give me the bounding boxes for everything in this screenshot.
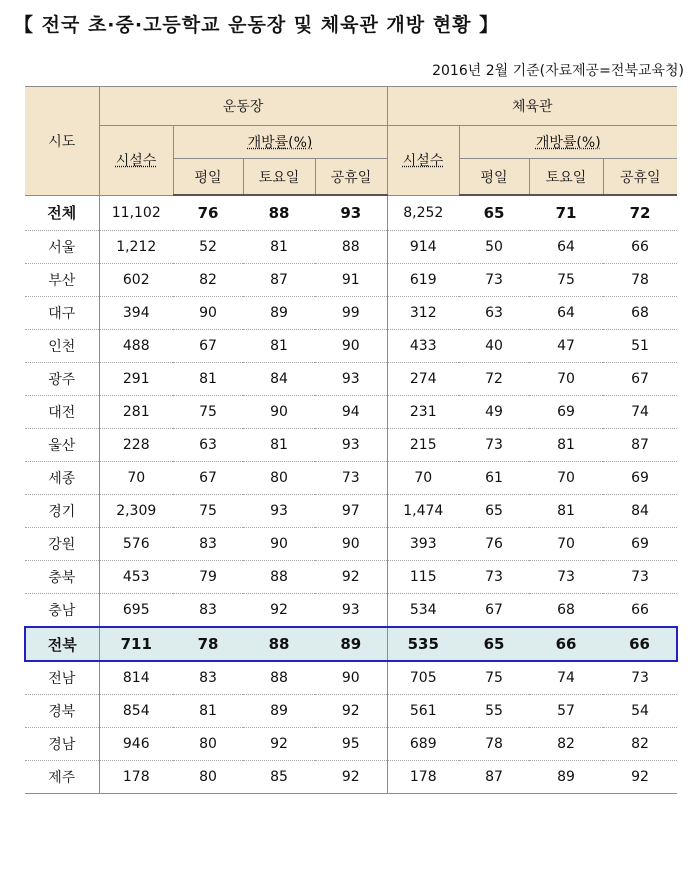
cell-p-holiday: 93 [315,594,387,628]
cell-g-weekday: 76 [459,528,529,561]
table-row [25,594,677,628]
cell-p-saturday: 90 [243,528,315,561]
cell-g-saturday: 64 [529,231,603,264]
table-row [25,561,677,594]
table-row [25,195,677,231]
cell-g-weekday: 65 [459,195,529,231]
cell-p-weekday: 90 [173,297,243,330]
cell-region: 울산 [25,429,99,462]
cell-g-weekday: 49 [459,396,529,429]
cell-g-weekday: 50 [459,231,529,264]
cell-region: 전북 [25,627,99,661]
cell-p-count: 695 [99,594,173,628]
cell-region: 강원 [25,528,99,561]
school-facility-open-table [24,86,678,794]
cell-p-count: 946 [99,728,173,761]
cell-g-holiday: 84 [603,495,677,528]
cell-region: 대전 [25,396,99,429]
cell-g-weekday: 40 [459,330,529,363]
cell-p-weekday: 63 [173,429,243,462]
cell-g-saturday: 64 [529,297,603,330]
cell-p-weekday: 80 [173,728,243,761]
cell-g-holiday: 54 [603,695,677,728]
cell-p-count: 1,212 [99,231,173,264]
cell-p-holiday: 88 [315,231,387,264]
cell-p-saturday: 89 [243,297,315,330]
cell-g-weekday: 73 [459,264,529,297]
cell-p-saturday: 81 [243,231,315,264]
table-row [25,396,677,429]
cell-g-count: 689 [387,728,459,761]
page-title: 【 전국 초·중·고등학교 운동장 및 체육관 개방 현황 】 [14,14,500,36]
cell-g-count: 619 [387,264,459,297]
cell-g-holiday: 73 [603,661,677,695]
header-playground-open-rate: 개방률(%) [173,126,387,159]
cell-g-weekday: 73 [459,561,529,594]
cell-region: 충남 [25,594,99,628]
cell-g-holiday: 82 [603,728,677,761]
table-row [25,528,677,561]
cell-g-weekday: 61 [459,462,529,495]
cell-g-saturday: 81 [529,429,603,462]
table-row [25,297,677,330]
cell-p-weekday: 78 [173,627,243,661]
cell-g-weekday: 63 [459,297,529,330]
cell-p-weekday: 83 [173,661,243,695]
cell-p-holiday: 93 [315,429,387,462]
cell-g-saturday: 71 [529,195,603,231]
cell-g-count: 312 [387,297,459,330]
cell-g-count: 393 [387,528,459,561]
table-row [25,728,677,761]
cell-p-weekday: 82 [173,264,243,297]
cell-p-count: 854 [99,695,173,728]
cell-p-saturday: 87 [243,264,315,297]
cell-p-saturday: 81 [243,330,315,363]
cell-p-saturday: 88 [243,195,315,231]
cell-p-holiday: 91 [315,264,387,297]
cell-p-weekday: 81 [173,695,243,728]
cell-g-holiday: 87 [603,429,677,462]
cell-g-saturday: 47 [529,330,603,363]
cell-p-holiday: 73 [315,462,387,495]
header-playground-holiday: 공휴일 [315,159,387,196]
cell-g-holiday: 78 [603,264,677,297]
cell-p-holiday: 90 [315,528,387,561]
cell-g-saturday: 57 [529,695,603,728]
cell-g-saturday: 73 [529,561,603,594]
cell-p-saturday: 93 [243,495,315,528]
cell-p-count: 2,309 [99,495,173,528]
cell-g-holiday: 68 [603,297,677,330]
cell-region: 경기 [25,495,99,528]
cell-p-weekday: 76 [173,195,243,231]
cell-p-saturday: 80 [243,462,315,495]
cell-p-count: 453 [99,561,173,594]
cell-p-saturday: 84 [243,363,315,396]
header-playground-facilities: 시설수 [99,126,173,196]
cell-region: 충북 [25,561,99,594]
cell-p-saturday: 92 [243,594,315,628]
cell-p-holiday: 90 [315,661,387,695]
cell-g-saturday: 89 [529,761,603,794]
table-row [25,695,677,728]
cell-g-weekday: 55 [459,695,529,728]
cell-g-weekday: 73 [459,429,529,462]
cell-g-holiday: 73 [603,561,677,594]
cell-p-saturday: 88 [243,661,315,695]
table-row [25,231,677,264]
cell-p-count: 291 [99,363,173,396]
header-region: 시도 [25,87,99,196]
header-playground: 운동장 [99,87,387,126]
cell-g-saturday: 70 [529,528,603,561]
cell-g-count: 70 [387,462,459,495]
cell-g-saturday: 69 [529,396,603,429]
cell-region: 경북 [25,695,99,728]
cell-region: 전체 [25,195,99,231]
cell-p-saturday: 81 [243,429,315,462]
cell-p-weekday: 52 [173,231,243,264]
cell-region: 경남 [25,728,99,761]
cell-g-weekday: 65 [459,627,529,661]
cell-p-weekday: 81 [173,363,243,396]
table-row [25,761,677,794]
cell-p-holiday: 92 [315,761,387,794]
cell-p-saturday: 92 [243,728,315,761]
cell-g-saturday: 82 [529,728,603,761]
cell-p-holiday: 97 [315,495,387,528]
cell-g-saturday: 66 [529,627,603,661]
cell-g-count: 231 [387,396,459,429]
cell-p-weekday: 75 [173,495,243,528]
cell-g-count: 433 [387,330,459,363]
cell-g-weekday: 75 [459,661,529,695]
cell-g-count: 914 [387,231,459,264]
header-playground-weekday: 평일 [173,159,243,196]
header-gym-saturday: 토요일 [529,159,603,196]
cell-g-saturday: 68 [529,594,603,628]
table-row [25,627,677,661]
cell-g-count: 705 [387,661,459,695]
cell-p-holiday: 93 [315,195,387,231]
table-row [25,495,677,528]
cell-g-count: 274 [387,363,459,396]
cell-p-saturday: 85 [243,761,315,794]
cell-g-count: 1,474 [387,495,459,528]
table-row [25,363,677,396]
cell-region: 제주 [25,761,99,794]
cell-p-count: 602 [99,264,173,297]
cell-g-saturday: 74 [529,661,603,695]
cell-g-saturday: 75 [529,264,603,297]
cell-g-weekday: 72 [459,363,529,396]
cell-g-count: 561 [387,695,459,728]
cell-p-weekday: 83 [173,528,243,561]
cell-p-holiday: 90 [315,330,387,363]
header-playground-saturday: 토요일 [243,159,315,196]
cell-region: 서울 [25,231,99,264]
cell-g-count: 115 [387,561,459,594]
cell-p-count: 178 [99,761,173,794]
cell-region: 전남 [25,661,99,695]
cell-p-count: 11,102 [99,195,173,231]
cell-region: 광주 [25,363,99,396]
cell-g-count: 535 [387,627,459,661]
cell-p-holiday: 93 [315,363,387,396]
cell-g-holiday: 66 [603,231,677,264]
table-row [25,330,677,363]
cell-g-count: 8,252 [387,195,459,231]
cell-p-count: 281 [99,396,173,429]
header-gym: 체육관 [387,87,677,126]
cell-g-weekday: 78 [459,728,529,761]
cell-region: 인천 [25,330,99,363]
cell-region: 대구 [25,297,99,330]
header-gym-weekday: 평일 [459,159,529,196]
table-row [25,661,677,695]
cell-p-weekday: 67 [173,330,243,363]
cell-p-weekday: 83 [173,594,243,628]
cell-g-holiday: 51 [603,330,677,363]
cell-p-weekday: 67 [173,462,243,495]
cell-p-count: 488 [99,330,173,363]
cell-g-saturday: 81 [529,495,603,528]
cell-g-holiday: 66 [603,594,677,628]
cell-p-holiday: 92 [315,561,387,594]
table-body [25,195,677,794]
cell-p-count: 228 [99,429,173,462]
cell-p-count: 394 [99,297,173,330]
cell-g-holiday: 66 [603,627,677,661]
cell-p-weekday: 79 [173,561,243,594]
cell-p-weekday: 80 [173,761,243,794]
cell-p-holiday: 94 [315,396,387,429]
source-note: 2016년 2월 기준(자료제공=전북교육청) [432,63,684,79]
cell-g-count: 178 [387,761,459,794]
cell-p-holiday: 95 [315,728,387,761]
cell-g-saturday: 70 [529,462,603,495]
cell-g-count: 534 [387,594,459,628]
header-gym-holiday: 공휴일 [603,159,677,196]
cell-g-holiday: 67 [603,363,677,396]
cell-g-holiday: 92 [603,761,677,794]
header-gym-open-rate: 개방률(%) [459,126,677,159]
cell-g-weekday: 65 [459,495,529,528]
header-gym-facilities: 시설수 [387,126,459,196]
cell-p-count: 576 [99,528,173,561]
cell-g-holiday: 69 [603,528,677,561]
cell-p-saturday: 90 [243,396,315,429]
cell-g-saturday: 70 [529,363,603,396]
table-row [25,429,677,462]
cell-region: 부산 [25,264,99,297]
table-header [25,87,677,196]
cell-p-holiday: 92 [315,695,387,728]
cell-p-holiday: 99 [315,297,387,330]
cell-g-holiday: 69 [603,462,677,495]
cell-p-saturday: 89 [243,695,315,728]
cell-p-count: 70 [99,462,173,495]
cell-p-saturday: 88 [243,561,315,594]
cell-p-weekday: 75 [173,396,243,429]
table-row [25,462,677,495]
cell-g-weekday: 87 [459,761,529,794]
cell-region: 세종 [25,462,99,495]
cell-p-count: 711 [99,627,173,661]
cell-g-weekday: 67 [459,594,529,628]
cell-p-saturday: 88 [243,627,315,661]
cell-p-holiday: 89 [315,627,387,661]
table-row [25,264,677,297]
cell-p-count: 814 [99,661,173,695]
cell-g-holiday: 74 [603,396,677,429]
cell-g-count: 215 [387,429,459,462]
cell-g-holiday: 72 [603,195,677,231]
